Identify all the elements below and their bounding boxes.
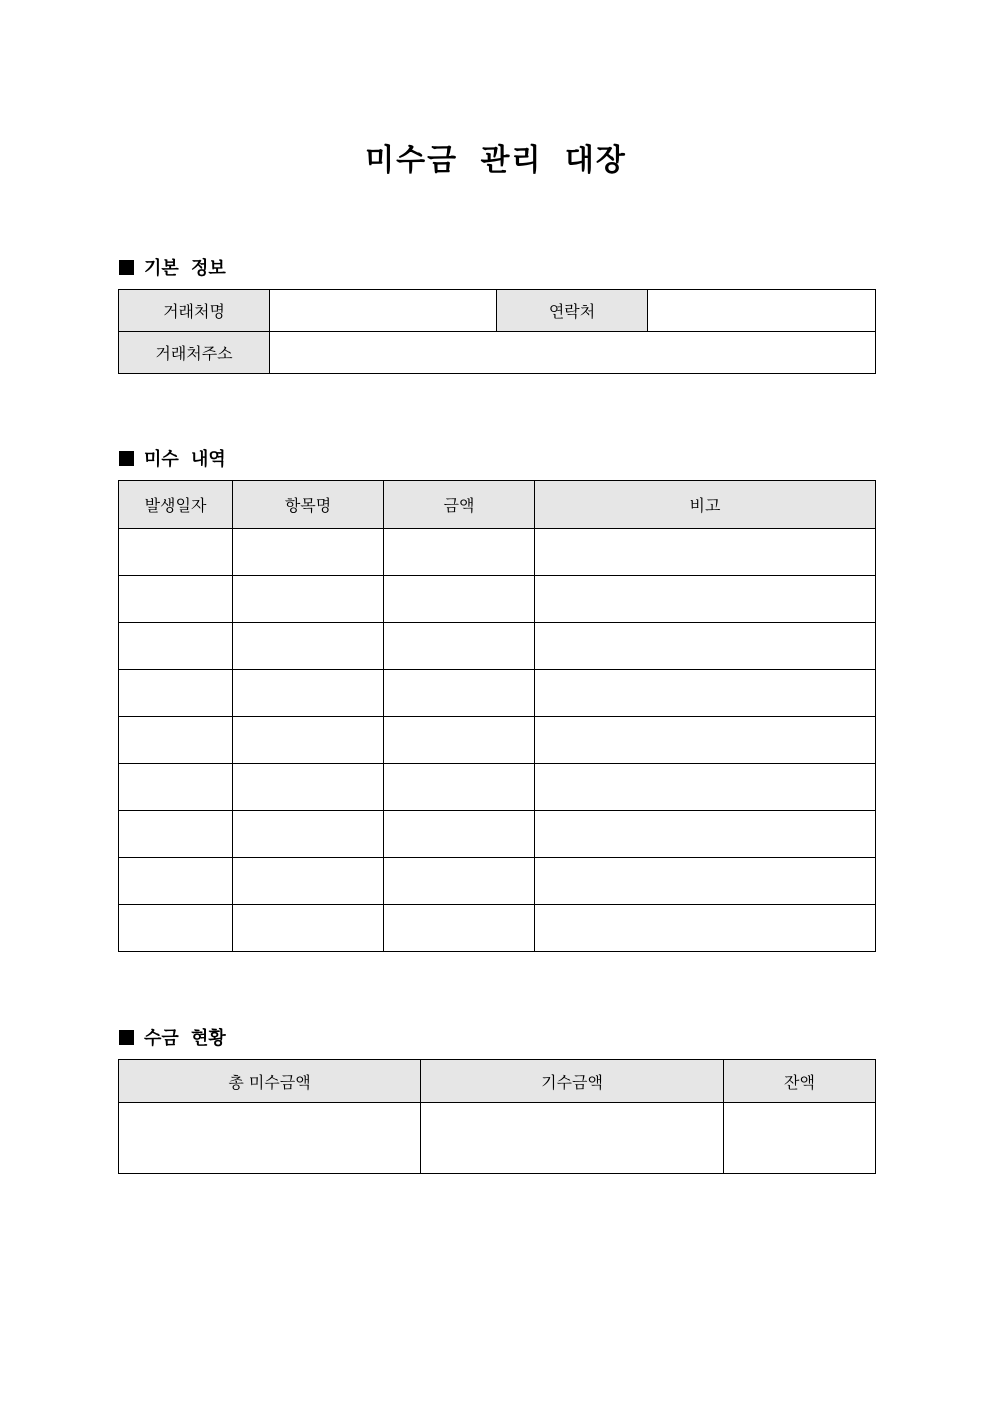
table-row [119,1103,876,1174]
table-row [119,623,876,670]
section-collection-label: 수금 현황 [144,1028,226,1049]
contact-field[interactable] [648,290,876,332]
column-header-balance: 잔액 [724,1060,876,1103]
section-receivables-label: 미수 내역 [144,449,226,470]
column-header-remarks: 비고 [535,481,876,529]
client-address-field[interactable] [270,332,876,374]
remarks-cell[interactable] [535,623,876,670]
date-cell[interactable] [119,858,233,905]
table-row [119,670,876,717]
table-row [119,529,876,576]
section-basic-label: 기본 정보 [144,258,226,279]
column-header-item: 항목명 [233,481,384,529]
collected-cell[interactable] [421,1103,724,1174]
table-row [119,717,876,764]
date-cell[interactable] [119,529,233,576]
amount-cell[interactable] [384,529,535,576]
amount-cell[interactable] [384,811,535,858]
section-basic-heading [119,254,226,280]
receivables-table [118,480,876,952]
date-cell[interactable] [119,764,233,811]
remarks-cell[interactable] [535,764,876,811]
amount-cell[interactable] [384,905,535,952]
amount-cell[interactable] [384,623,535,670]
section-collection-heading [119,1024,226,1050]
table-row [119,811,876,858]
date-cell[interactable] [119,623,233,670]
column-header-amount: 금액 [384,481,535,529]
item-cell[interactable] [233,905,384,952]
table-row [119,576,876,623]
date-cell[interactable] [119,905,233,952]
collection-table [118,1059,876,1174]
column-header-total-receivable: 총 미수금액 [119,1060,421,1103]
table-row [119,764,876,811]
remarks-cell[interactable] [535,670,876,717]
square-bullet-icon [119,260,134,275]
table-row [119,905,876,952]
date-cell[interactable] [119,717,233,764]
basic-info-table [118,289,876,374]
column-header-date: 발생일자 [119,481,233,529]
total-receivable-cell[interactable] [119,1103,421,1174]
client-name-field[interactable] [270,290,497,332]
balance-cell[interactable] [724,1103,876,1174]
item-cell[interactable] [233,529,384,576]
client-address-label: 거래처주소 [119,332,270,374]
section-receivables-heading [119,445,226,471]
amount-cell[interactable] [384,576,535,623]
remarks-cell[interactable] [535,576,876,623]
amount-cell[interactable] [384,764,535,811]
item-cell[interactable] [233,811,384,858]
table-row [119,858,876,905]
item-cell[interactable] [233,623,384,670]
item-cell[interactable] [233,764,384,811]
column-header-collected: 기수금액 [421,1060,724,1103]
item-cell[interactable] [233,858,384,905]
page-title: 미수금 관리 대장 [365,143,627,178]
remarks-cell[interactable] [535,905,876,952]
remarks-cell[interactable] [535,858,876,905]
square-bullet-icon [119,1030,134,1045]
item-cell[interactable] [233,670,384,717]
client-name-label: 거래처명 [119,290,270,332]
amount-cell[interactable] [384,717,535,764]
contact-label: 연락처 [497,290,648,332]
date-cell[interactable] [119,670,233,717]
date-cell[interactable] [119,576,233,623]
square-bullet-icon [119,451,134,466]
item-cell[interactable] [233,576,384,623]
date-cell[interactable] [119,811,233,858]
remarks-cell[interactable] [535,811,876,858]
remarks-cell[interactable] [535,529,876,576]
remarks-cell[interactable] [535,717,876,764]
amount-cell[interactable] [384,858,535,905]
item-cell[interactable] [233,717,384,764]
amount-cell[interactable] [384,670,535,717]
